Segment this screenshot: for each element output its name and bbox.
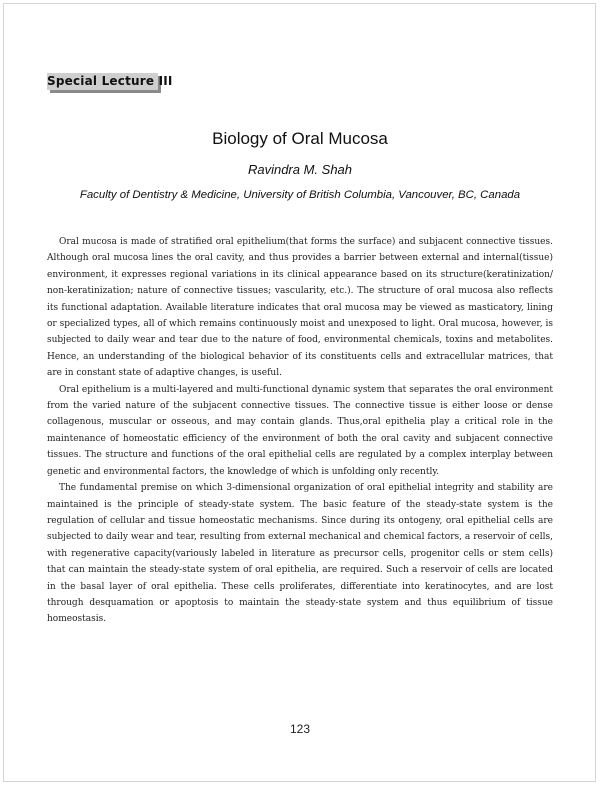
page-number: 123 bbox=[289, 722, 311, 736]
body-paragraph-1: Oral mucosa is made of stratified oral epithelium(that forms the surface) and subjacent connective tissues. Although oral mucosa lines the oral cavity, and thus provides a barrier between external and internal(tissue) environment, it expresses regional variations in its clinical appearance based on its structure(keratinization/ non-keratinization; nature of connective tissues; vascularity, etc.). The structure of oral mucosa also reflects its functional adaptation. Available literature indicates that oral mucosa may be viewed as masticatory, lining or specialized types, all of which remains continuously moist and unexposed to light. Oral mucosa, however, is subjected to daily wear and tear due to the nature of food, environmental chemicals, toxins and metabolites. Hence, an understanding of the biological behavior of its constituents cells and extracellular matrices, that are in constant state of adaptive changes, is useful. bbox=[47, 237, 553, 379]
body-paragraph-3: The fundamental premise on which 3-dimensional organization of oral epithelial integrity and stability are maintained is the principle of steady-state system. The basic feature of the steady-state system is the regulation of cellular and tissue homeostatic mechanisms. Since during its ontogeny, oral epithelial cells are subjected to daily wear and tear, resulting from external mechanical and chemical factors, a reservoir of cells, with regenerative capacity(variously labeled in literature as precursor cells, progenitor cells or stem cells) that can maintain the steady-state system of oral epithelia, are required. Such a reservoir of cells are located in the basal layer of oral epithelia. These cells proliferates, differentiate into keratinocytes, and are lost through desquamation or apoptosis to maintain the steady-state system and thus equilibrium of tissue homeostasis. bbox=[47, 483, 553, 625]
paper-affiliation: Faculty of Dentistry & Medicine, University of British Columbia, Vancouver, BC, Canada bbox=[79, 189, 521, 201]
body-paragraph-2: Oral epithelium is a multi-layered and multi-functional dynamic system that separates the oral environment from the varied nature of the subjacent connective tissues. The connective tissue is either loose or dense collagenous, muscular or osseous, and may contain glands. Thus,oral epithelia play a critical role in the maintenance of homeostatic efficiency of the environment of both the oral cavity and subjacent connective tissues. The structure and functions of the oral epithelial cells are regulated by a complex interplay between genetic and environmental factors, the knowledge of which is unfolding only recently. bbox=[47, 384, 553, 477]
paper-title: Biology of Oral Mucosa bbox=[212, 129, 388, 148]
article-body bbox=[47, 234, 553, 628]
section-label: Special Lecture III bbox=[47, 74, 173, 88]
section-label-badge bbox=[47, 73, 173, 93]
paper-author: Ravindra M. Shah bbox=[247, 162, 353, 177]
